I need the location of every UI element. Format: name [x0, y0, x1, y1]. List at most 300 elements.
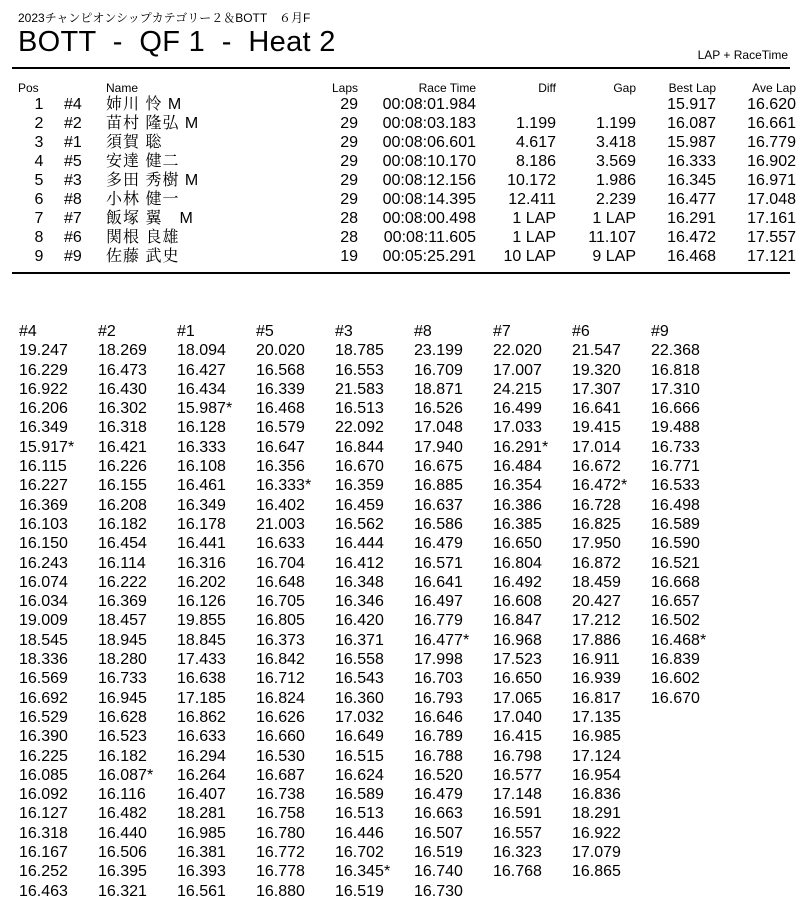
- lap-time-cell: 16.484: [493, 458, 542, 476]
- lap-column-header: #2: [98, 323, 116, 340]
- lap-time-cell: 18.291: [572, 805, 621, 823]
- lap-time-cell: 18.459: [572, 573, 621, 591]
- lap-time-cell: 16.415: [493, 728, 542, 746]
- lap-time-cell: 16.692: [19, 689, 68, 707]
- result-diff: 8.186: [515, 153, 556, 170]
- lap-time-cell: 16.771: [651, 458, 700, 476]
- lap-time-cell: 16.444: [335, 535, 384, 553]
- lap-time-cell: 16.911: [572, 651, 620, 669]
- col-header-gap: Gap: [613, 80, 636, 95]
- lap-time-cell: 18.945: [98, 631, 147, 649]
- lap-time-cell: 16.628: [98, 708, 147, 726]
- result-gap: [556, 95, 636, 114]
- lap-time-cell: 16.412: [335, 554, 384, 572]
- result-driver-name: 佐藤 武史: [106, 248, 180, 265]
- result-kart-number: #6: [64, 229, 82, 246]
- result-diff: 12.411: [508, 191, 556, 208]
- lap-time-cell: 15.987*: [177, 400, 233, 418]
- lap-time-cell: 16.818: [651, 361, 700, 379]
- lap-time-cell: 16.733: [651, 438, 700, 456]
- lap-time-cell: 16.579: [256, 419, 305, 437]
- result-position: 9: [34, 248, 44, 265]
- lap-time-cell: 16.127: [19, 805, 68, 823]
- result-diff: 1 LAP: [512, 210, 556, 227]
- lap-time-cell: 18.269: [98, 342, 147, 360]
- lap-time-cell: 16.441: [177, 535, 226, 553]
- lap-time-cell: 16.568: [256, 361, 305, 379]
- lap-time-cell: 16.885: [414, 477, 463, 495]
- lap-time-cell: 16.434: [177, 380, 226, 398]
- result-laps: 28: [340, 210, 358, 227]
- lap-time-cell: 16.421: [98, 438, 147, 456]
- lap-time-cell: 23.199: [414, 342, 463, 360]
- lap-time-cell: 16.420: [335, 612, 384, 630]
- lap-time-cell: 16.034: [19, 593, 68, 611]
- lap-time-cell: 18.845: [177, 631, 226, 649]
- lap-time-cell: 16.507: [414, 824, 463, 842]
- results-row: [14, 152, 796, 171]
- lap-time-cell: 16.804: [493, 554, 542, 572]
- lap-time-cell: 16.482: [98, 805, 147, 823]
- lap-time-cell: 16.291*: [493, 438, 549, 456]
- lap-time-cell: 16.346: [335, 593, 384, 611]
- result-kart-number: #3: [64, 172, 82, 189]
- result-driver-name: 小林 健一: [106, 191, 180, 208]
- lap-time-cell: 16.074: [19, 573, 68, 591]
- lap-time-cell: 18.336: [19, 651, 68, 669]
- lap-time-cell: 16.252: [19, 863, 68, 881]
- result-ave-lap: 17.121: [747, 248, 796, 265]
- lap-time-cell: 17.065: [493, 689, 542, 707]
- results-row: [14, 133, 796, 152]
- results-row: [14, 228, 796, 247]
- lap-column: [414, 322, 493, 901]
- lap-time-cell: 19.415: [572, 419, 621, 437]
- lap-time-cell: 16.562: [335, 515, 384, 533]
- lap-column: [651, 322, 730, 901]
- lap-time-cell: 16.225: [19, 747, 68, 765]
- result-ave-lap: 16.661: [747, 115, 796, 132]
- result-best-lap: 16.087: [667, 115, 716, 132]
- col-header-name: Name: [106, 80, 139, 95]
- results-row: [14, 114, 796, 133]
- result-race-time: 00:08:10.170: [382, 153, 476, 170]
- lap-time-cell: 18.871: [414, 380, 463, 398]
- lap-time-cell: 16.668: [651, 573, 700, 591]
- lap-time-cell: 16.569: [19, 670, 68, 688]
- result-laps: 29: [340, 172, 358, 189]
- result-race-time: 00:08:00.498: [382, 210, 476, 227]
- lap-time-cell: 16.985: [572, 728, 621, 746]
- lap-time-cell: 16.543: [335, 670, 384, 688]
- lap-time-cell: 16.519: [414, 844, 463, 862]
- lap-time-cell: 16.208: [98, 496, 147, 514]
- results-header-row: [14, 80, 796, 95]
- lap-time-cell: 16.463: [19, 882, 68, 900]
- col-header-pos: Pos: [18, 80, 39, 95]
- lap-time-cell: 16.557: [493, 824, 542, 842]
- lap-times-grid: [19, 322, 730, 901]
- result-driver-name: 多田 秀樹 M: [106, 172, 200, 189]
- lap-time-cell: 16.836: [572, 786, 621, 804]
- lap-time-cell: 16.373: [256, 631, 305, 649]
- lap-time-cell: 16.780: [256, 824, 305, 842]
- lap-time-cell: 16.381: [177, 844, 226, 862]
- lap-time-cell: 21.003: [256, 515, 305, 533]
- result-best-lap: 16.345: [667, 172, 716, 189]
- lap-time-cell: 16.672: [572, 458, 621, 476]
- lap-time-cell: 16.515: [335, 747, 384, 765]
- result-ave-lap: 16.620: [747, 96, 796, 113]
- lap-time-cell: 16.738: [256, 786, 305, 804]
- lap-column: [19, 322, 98, 901]
- lap-time-cell: 16.468: [256, 400, 305, 418]
- lap-column: [177, 322, 256, 901]
- page-title: BOTT - QF 1 - Heat 2: [18, 26, 336, 58]
- lap-time-cell: 17.433: [177, 651, 226, 669]
- lap-time-cell: 16.229: [19, 361, 68, 379]
- lap-time-cell: 16.529: [19, 708, 68, 726]
- result-laps: 29: [340, 96, 358, 113]
- lap-time-cell: 16.922: [572, 824, 621, 842]
- lap-column-header: #9: [651, 323, 669, 340]
- results-row: [14, 95, 796, 114]
- lap-time-cell: 16.407: [177, 786, 226, 804]
- lap-time-cell: 16.663: [414, 805, 463, 823]
- result-position: 5: [34, 172, 44, 189]
- timing-mode-label: LAP + RaceTime: [697, 48, 788, 62]
- lap-time-cell: 16.348: [335, 573, 384, 591]
- lap-time-cell: 16.356: [256, 458, 305, 476]
- result-laps: 29: [340, 134, 358, 151]
- lap-time-cell: 16.553: [335, 361, 384, 379]
- lap-time-cell: 16.793: [414, 689, 463, 707]
- lap-time-cell: 16.150: [19, 535, 68, 553]
- lap-time-cell: 17.079: [572, 844, 621, 862]
- lap-time-cell: 16.591: [493, 805, 542, 823]
- lap-time-cell: 16.206: [19, 400, 68, 418]
- lap-time-cell: 16.778: [256, 863, 305, 881]
- lap-time-cell: 16.728: [572, 496, 621, 514]
- result-best-lap: 16.468: [667, 248, 716, 265]
- results-row: [14, 209, 796, 228]
- lap-time-cell: 16.359: [335, 477, 384, 495]
- lap-column-header: #6: [572, 323, 590, 340]
- lap-time-cell: 16.758: [256, 805, 305, 823]
- lap-time-cell: 16.103: [19, 515, 68, 533]
- lap-column: [572, 322, 651, 901]
- lap-time-cell: 16.390: [19, 728, 68, 746]
- lap-time-cell: 16.264: [177, 766, 226, 784]
- lap-time-cell: 16.339: [256, 380, 305, 398]
- lap-time-cell: 16.733: [98, 670, 147, 688]
- result-diff: [476, 95, 556, 114]
- lap-time-cell: 16.577: [493, 766, 542, 784]
- result-best-lap: 16.477: [667, 191, 716, 208]
- result-best-lap: 16.333: [667, 153, 716, 170]
- lap-time-cell: 16.402: [256, 496, 305, 514]
- result-race-time: 00:08:12.156: [382, 172, 476, 189]
- lap-time-cell: 16.824: [256, 689, 305, 707]
- lap-time-cell: 16.085: [19, 766, 68, 784]
- result-driver-name: 関根 良雄: [106, 229, 180, 246]
- lap-column: [98, 322, 177, 901]
- lap-time-cell: 17.124: [572, 747, 621, 765]
- lap-time-cell: 16.395: [98, 863, 147, 881]
- results-divider: [12, 272, 790, 274]
- lap-time-cell: 16.521: [651, 554, 700, 572]
- lap-time-cell: 19.855: [177, 612, 226, 630]
- lap-time-cell: 16.817: [572, 689, 621, 707]
- lap-time-cell: 16.641: [414, 573, 463, 591]
- lap-column: [335, 322, 414, 901]
- lap-time-cell: 16.985: [177, 824, 226, 842]
- lap-time-cell: 16.637: [414, 496, 463, 514]
- lap-time-cell: 19.488: [651, 419, 700, 437]
- lap-time-cell: 16.844: [335, 438, 384, 456]
- lap-time-cell: 16.624: [335, 766, 384, 784]
- lap-time-cell: 16.608: [493, 593, 542, 611]
- lap-time-cell: 16.116: [98, 786, 146, 804]
- header-divider: [12, 67, 790, 69]
- result-diff: 4.617: [515, 134, 556, 151]
- lap-time-cell: 16.115: [19, 458, 67, 476]
- lap-time-cell: 19.009: [19, 612, 68, 630]
- lap-time-cell: 16.779: [414, 612, 463, 630]
- lap-time-cell: 17.523: [493, 651, 542, 669]
- result-laps: 19: [340, 248, 358, 265]
- result-laps: 28: [340, 229, 358, 246]
- result-laps: 29: [340, 153, 358, 170]
- results-table: [14, 80, 796, 266]
- lap-time-cell: 18.280: [98, 651, 147, 669]
- lap-time-cell: 17.040: [493, 708, 542, 726]
- lap-time-cell: 16.939: [572, 670, 621, 688]
- lap-time-cell: 16.393: [177, 863, 226, 881]
- lap-time-cell: 16.385: [493, 515, 542, 533]
- result-position: 6: [34, 191, 44, 208]
- lap-time-cell: 16.862: [177, 708, 226, 726]
- lap-time-cell: 17.310: [651, 380, 700, 398]
- result-race-time: 00:08:03.183: [382, 115, 476, 132]
- lap-time-cell: 19.247: [19, 342, 68, 360]
- lap-time-cell: 18.457: [98, 612, 147, 630]
- lap-time-cell: 16.703: [414, 670, 463, 688]
- lap-time-cell: 16.222: [98, 573, 147, 591]
- lap-time-cell: 16.660: [256, 728, 305, 746]
- lap-time-cell: 16.459: [335, 496, 384, 514]
- lap-time-cell: 19.320: [572, 361, 621, 379]
- lap-time-cell: 17.307: [572, 380, 621, 398]
- result-ave-lap: 16.902: [747, 153, 796, 170]
- lap-time-cell: 17.135: [572, 708, 621, 726]
- result-gap: 11.107: [588, 229, 636, 246]
- lap-time-cell: 16.386: [493, 496, 542, 514]
- lap-time-cell: 16.709: [414, 361, 463, 379]
- lap-time-cell: 16.520: [414, 766, 463, 784]
- lap-time-cell: 16.354: [493, 477, 542, 495]
- lap-time-cell: 16.167: [19, 844, 68, 862]
- lap-time-cell: 21.547: [572, 342, 621, 360]
- lap-time-cell: 16.650: [493, 535, 542, 553]
- lap-time-cell: 16.492: [493, 573, 542, 591]
- result-ave-lap: 17.048: [747, 191, 796, 208]
- result-diff: 1.199: [515, 115, 556, 132]
- lap-time-cell: 16.499: [493, 400, 542, 418]
- lap-time-cell: 17.950: [572, 535, 621, 553]
- lap-time-cell: 18.785: [335, 342, 384, 360]
- lap-time-cell: 17.033: [493, 419, 542, 437]
- lap-time-cell: 16.675: [414, 458, 463, 476]
- lap-column-header: #1: [177, 323, 195, 340]
- col-header-laps: Laps: [331, 80, 358, 95]
- result-race-time: 00:08:14.395: [382, 191, 476, 208]
- lap-time-cell: 17.048: [414, 419, 463, 437]
- lap-time-cell: 16.702: [335, 844, 384, 862]
- lap-time-cell: 16.360: [335, 689, 384, 707]
- lap-time-cell: 16.430: [98, 380, 147, 398]
- lap-time-cell: 16.865: [572, 863, 621, 881]
- result-ave-lap: 17.557: [747, 229, 796, 246]
- lap-column-header: #5: [256, 323, 274, 340]
- result-kart-number: #7: [64, 210, 82, 227]
- lap-time-cell: 16.730: [414, 882, 463, 900]
- lap-time-cell: 16.454: [98, 535, 147, 553]
- result-position: 8: [34, 229, 44, 246]
- lap-time-cell: 16.369: [98, 593, 147, 611]
- lap-time-cell: 16.318: [19, 824, 68, 842]
- col-header-ave-lap: Ave Lap: [752, 80, 796, 95]
- lap-column: [256, 322, 335, 901]
- lap-time-cell: 18.545: [19, 631, 68, 649]
- lap-time-cell: 16.638: [177, 670, 226, 688]
- lap-time-cell: 22.368: [651, 342, 700, 360]
- lap-time-cell: 16.880: [256, 882, 305, 900]
- lap-time-cell: 16.182: [98, 747, 147, 765]
- lap-time-cell: 17.032: [335, 708, 384, 726]
- lap-time-cell: 16.178: [177, 515, 226, 533]
- result-position: 1: [34, 96, 44, 113]
- result-ave-lap: 16.779: [747, 134, 796, 151]
- col-header-number: [64, 80, 106, 95]
- result-race-time: 00:08:06.601: [382, 134, 476, 151]
- result-best-lap: 15.917: [667, 96, 716, 113]
- lap-time-cell: 15.917*: [19, 438, 75, 456]
- lap-time-cell: 16.349: [19, 419, 68, 437]
- lap-time-cell: 16.704: [256, 554, 305, 572]
- lap-time-cell: 16.227: [19, 477, 68, 495]
- lap-time-cell: 16.513: [335, 805, 384, 823]
- result-diff: 10 LAP: [503, 248, 556, 265]
- lap-time-cell: 16.626: [256, 708, 305, 726]
- lap-time-cell: 16.633: [177, 728, 226, 746]
- lap-time-cell: 16.316: [177, 554, 226, 572]
- result-race-time: 00:05:25.291: [382, 248, 476, 265]
- result-driver-name: 須賀 聡: [106, 134, 163, 151]
- result-gap: 9 LAP: [592, 248, 636, 265]
- lap-time-cell: 16.446: [335, 824, 384, 842]
- result-race-time: 00:08:11.605: [383, 229, 476, 246]
- lap-time-cell: 16.427: [177, 361, 226, 379]
- result-gap: 1.199: [595, 115, 636, 132]
- col-header-best-lap: Best Lap: [668, 80, 716, 95]
- result-gap: 1.986: [595, 172, 636, 189]
- lap-time-cell: 16.333: [177, 438, 226, 456]
- result-driver-name: 苗村 隆弘 M: [106, 115, 200, 132]
- result-driver-name: 飯塚 翼 M: [106, 210, 194, 227]
- result-kart-number: #2: [64, 115, 82, 132]
- result-diff: 1 LAP: [512, 229, 556, 246]
- lap-time-cell: 16.789: [414, 728, 463, 746]
- lap-time-cell: 16.506: [98, 844, 147, 862]
- lap-time-cell: 16.825: [572, 515, 621, 533]
- lap-column-header: #3: [335, 323, 353, 340]
- lap-time-cell: 16.182: [98, 515, 147, 533]
- lap-time-cell: 16.670: [335, 458, 384, 476]
- result-kart-number: #9: [64, 248, 82, 265]
- lap-time-cell: 22.092: [335, 419, 384, 437]
- lap-time-cell: 17.212: [572, 612, 621, 630]
- lap-time-cell: 16.323: [493, 844, 542, 862]
- result-diff: 10.172: [507, 172, 556, 189]
- lap-time-cell: 16.589: [651, 515, 700, 533]
- lap-time-cell: 16.788: [414, 747, 463, 765]
- result-laps: 29: [340, 191, 358, 208]
- lap-time-cell: 16.647: [256, 438, 305, 456]
- lap-column: [493, 322, 572, 901]
- lap-time-cell: 16.772: [256, 844, 305, 862]
- lap-time-cell: 16.648: [256, 573, 305, 591]
- results-row: [14, 247, 796, 266]
- lap-time-cell: 16.126: [177, 593, 226, 611]
- event-name: 2023チャンピオンシップカテゴリー２＆BOTT ６月F: [18, 11, 311, 25]
- result-kart-number: #5: [64, 153, 82, 170]
- result-gap: 3.418: [595, 134, 636, 151]
- lap-time-cell: 16.468*: [651, 631, 707, 649]
- lap-time-cell: 16.128: [177, 419, 226, 437]
- lap-time-cell: 16.477*: [414, 631, 470, 649]
- lap-time-cell: 16.712: [256, 670, 305, 688]
- lap-time-cell: 20.020: [256, 342, 305, 360]
- lap-time-cell: 16.590: [651, 535, 700, 553]
- lap-time-cell: 16.333*: [256, 477, 312, 495]
- lap-time-cell: 16.502: [651, 612, 700, 630]
- result-kart-number: #4: [64, 96, 82, 113]
- lap-time-cell: 16.602: [651, 670, 700, 688]
- lap-time-cell: 16.345*: [335, 863, 391, 881]
- lap-time-cell: 16.369: [19, 496, 68, 514]
- result-position: 4: [34, 153, 44, 170]
- lap-time-cell: 17.940: [414, 438, 463, 456]
- lap-time-cell: 16.321: [98, 882, 147, 900]
- lap-time-cell: 16.530: [256, 747, 305, 765]
- result-driver-name: 姉川 怜 M: [106, 96, 183, 113]
- result-kart-number: #8: [64, 191, 82, 208]
- result-ave-lap: 16.971: [747, 172, 796, 189]
- lap-time-cell: 16.872: [572, 554, 621, 572]
- lap-time-cell: 16.646: [414, 708, 463, 726]
- lap-time-cell: 16.670: [651, 689, 700, 707]
- lap-time-cell: 17.185: [177, 689, 226, 707]
- lap-time-cell: 16.561: [177, 882, 226, 900]
- results-row: [14, 190, 796, 209]
- lap-time-cell: 20.427: [572, 593, 621, 611]
- lap-time-cell: 16.302: [98, 400, 147, 418]
- lap-time-cell: 16.498: [651, 496, 700, 514]
- result-kart-number: #1: [64, 134, 82, 151]
- lap-time-cell: 16.945: [98, 689, 147, 707]
- result-position: 7: [34, 210, 44, 227]
